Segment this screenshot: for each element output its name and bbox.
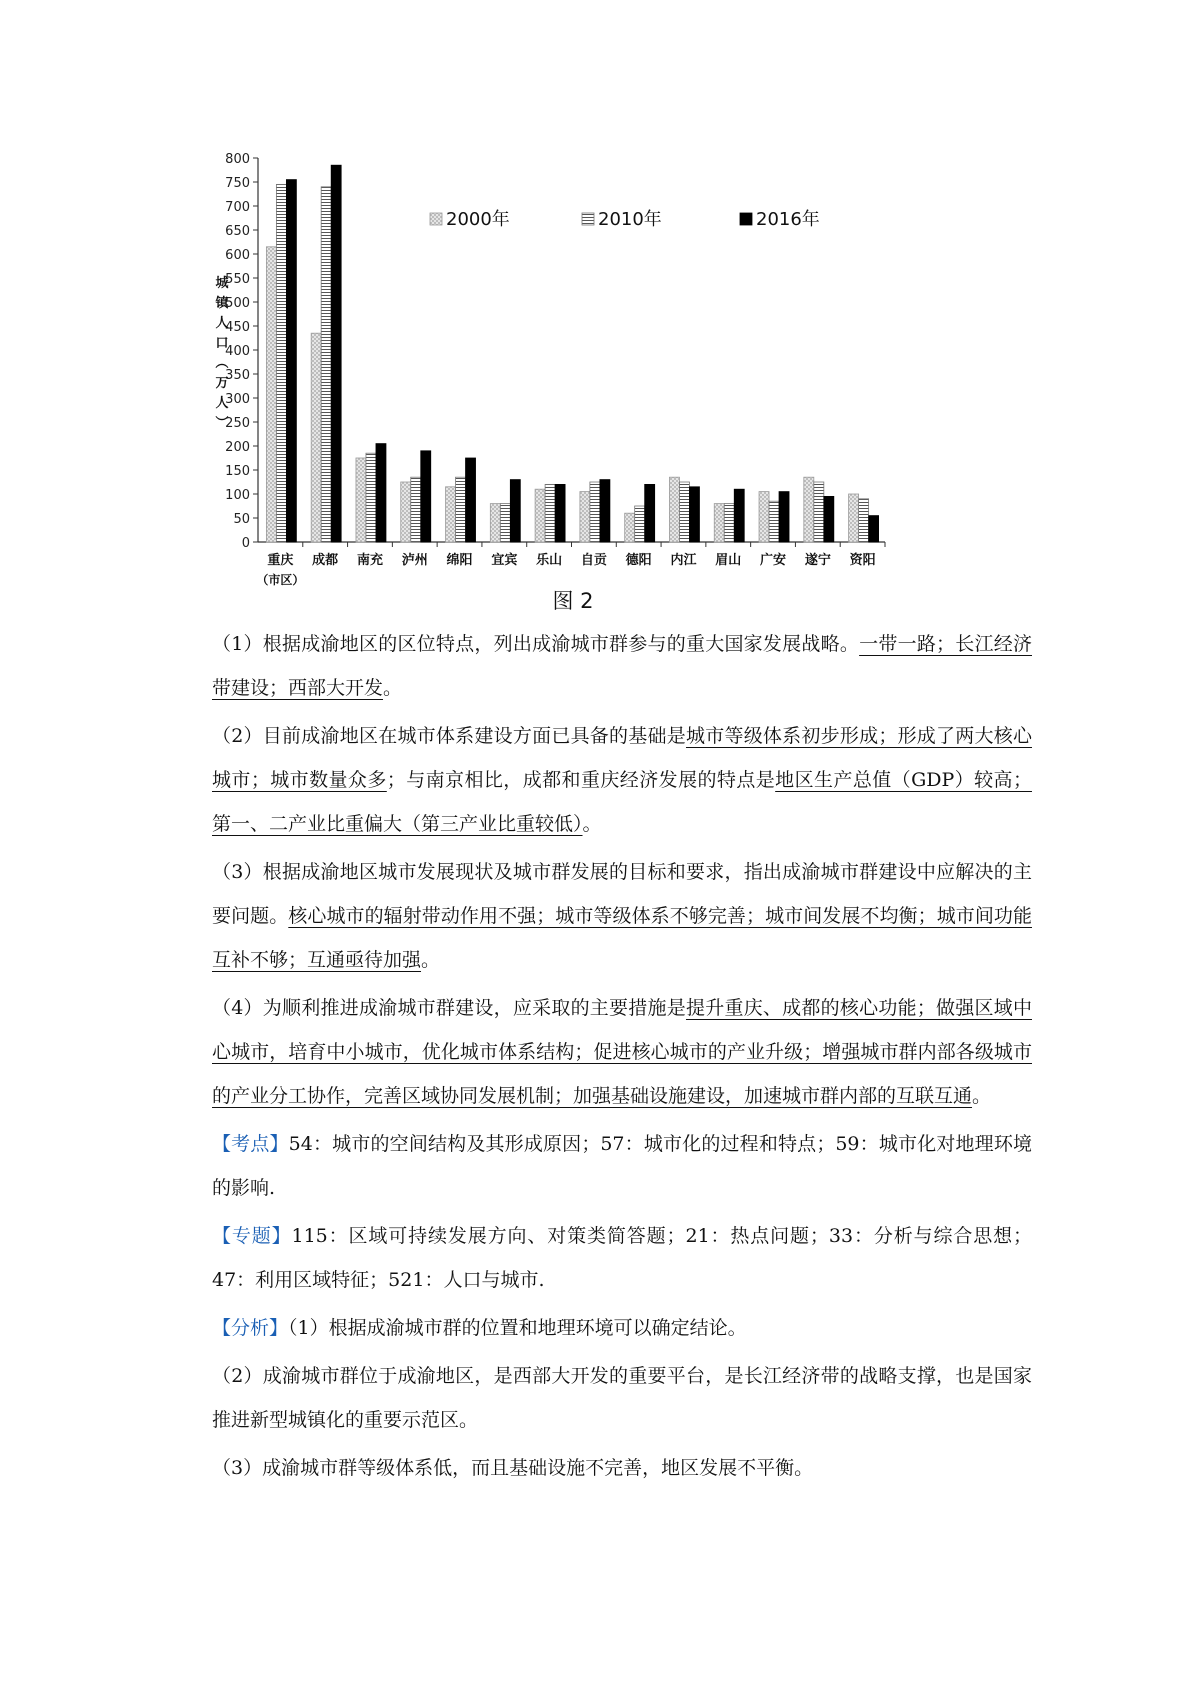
x-tick-label: 遂宁 [804,553,831,568]
bar-2010年-乐山 [545,484,555,542]
x-tick-label: 眉山 [715,553,742,568]
bar-2010年-广安 [769,501,779,542]
bar-2000年-成都 [311,333,321,542]
legend-swatch-2016年 [740,213,752,225]
population-bar-chart [0,0,1200,620]
y-tick-label: 550 [225,272,250,287]
y-tick-label: 750 [225,176,250,191]
legend-label-2016年: 2016年 [756,209,820,230]
legend-swatch-2010年 [582,213,594,225]
fenxi-2: （2）成渝城市群位于成渝地区，是西部大开发的重要平台，是长江经济带的战略支撑，也是国家推进新型城镇化的重要示范区。 [212,1365,1032,1431]
bar-2010年-自贡 [590,482,600,542]
y-label-char: 城 [215,276,229,291]
bar-2000年-宜宾 [490,504,500,542]
y-tick-label: 500 [225,296,250,311]
bar-2016年-遂宁 [824,496,834,542]
y-tick-label: 50 [233,512,250,527]
bar-2010年-资阳 [859,499,869,542]
bar-2016年-泸州 [421,451,431,542]
legend-swatch-2000年 [430,213,442,225]
bar-2016年-资阳 [869,516,879,542]
fenxi: 【分析】（1）根据成渝城市群的位置和地理环境可以确定结论。 [212,1317,747,1339]
x-tick-label: 内江 [670,553,697,568]
zhuanti-label: 【专题】 [212,1225,292,1247]
y-tick-label: 100 [225,488,250,503]
x-tick-label: 泸州 [401,553,428,568]
fenxi-label: 【分析】 [212,1317,289,1339]
legend-label-2010年: 2010年 [598,209,662,230]
x-tick-label: 成都 [312,553,339,568]
y-label-char: 人 [215,396,229,411]
bar-2016年-德阳 [645,484,655,542]
answer-1: 一带一路；长江经济带建设；西部大开发 [212,633,1032,699]
y-tick-label: 350 [225,368,250,383]
bar-2016年-内江 [689,487,699,542]
y-tick-label: 700 [225,200,250,215]
legend [430,208,820,230]
answer-2a: 城市等级体系初步形成；形成了两大核心城市；城市数量众多 [212,725,1032,791]
figure-caption: 图 2 [552,589,594,613]
bar-2010年-眉山 [724,504,734,542]
legend-label-2000年: 2000年 [446,209,510,230]
y-tick-label: 0 [241,536,250,551]
x-tick-label: 德阳 [625,553,652,568]
bar-2000年-资阳 [849,494,859,542]
bar-2016年-绵阳 [466,458,476,542]
bar-2000年-重庆 [266,247,276,542]
y-tick-label: 250 [225,416,250,431]
bar-2010年-泸州 [411,477,421,542]
question-3: （3）根据成渝地区城市发展现状及城市群发展的目标和要求，指出成渝城市群建设中应解决的主要问题。核心城市的辐射带动作用不强；城市等级体系不够完善；城市间发展不均衡；城市间功能互补不够；互通亟待加强。 [212,861,1032,971]
bar-2000年-遂宁 [804,477,814,542]
x-axis [256,542,885,587]
bar-2010年-遂宁 [814,482,824,542]
y-label-char: 口 [215,336,229,351]
y-tick-label: 800 [225,152,250,167]
y-tick-label: 600 [225,248,250,263]
x-tick-label: 南充 [356,553,383,568]
bar-2000年-眉山 [714,504,724,542]
bar-2016年-宜宾 [510,480,520,542]
zhuanti: 【专题】115：区域可持续发展方向、对策类简答题；21：热点问题；33：分析与综合思想；47：利用区域特征；521：人口与城市. [212,1225,1032,1291]
x-tick-label: 自贡 [580,553,607,568]
bar-2016年-重庆 [286,180,296,542]
bar-2000年-南充 [356,458,366,542]
y-tick-label: 400 [225,344,250,359]
bar-2016年-广安 [779,492,789,542]
bar-2010年-内江 [679,482,689,542]
bar-2010年-绵阳 [456,477,466,542]
y-tick-label: 200 [225,440,250,455]
bar-2010年-德阳 [635,506,645,542]
bar-2010年-成都 [321,187,331,542]
bar-2000年-泸州 [401,482,411,542]
answer-4: 提升重庆、成都的核心功能；做强区域中心城市，培育中小城市，优化城市体系结构；促进核心城市的产业升级；增强城市群内部各级城市的产业分工协作，完善区域协同发展机制；加强基础设施建设，加速城市群内部的互联互通 [212,997,1032,1107]
y-tick-label: 300 [225,392,250,407]
bar-2000年-广安 [759,492,769,542]
y-label-char: 镇 [215,296,229,311]
y-tick-label: 150 [225,464,250,479]
y-axis [225,152,258,551]
x-tick-label: 绵阳 [446,553,473,568]
bar-2000年-内江 [669,477,679,542]
kaodian: 【考点】54：城市的空间结构及其形成原因；57：城市化的过程和特点；59：城市化对地理环境的影响. [212,1133,1032,1199]
x-tick-label: 宜宾 [491,553,518,568]
bar-2010年-重庆 [276,184,286,542]
bar-2000年-德阳 [625,513,635,542]
x-tick-label: 乐山 [536,553,563,568]
y-label-char: 人 [215,316,229,331]
bar-2000年-绵阳 [446,487,456,542]
question-1: （1）根据成渝地区的区位特点，列出成渝城市群参与的重大国家发展战略。一带一路；长江经济带建设；西部大开发。 [212,633,1032,699]
answer-2b: 地区生产总值（GDP）较高；第一、二产业比重偏大（第三产业比重较低） [212,769,1032,835]
y-label-char: ） [213,415,228,429]
bar-2016年-眉山 [734,489,744,542]
x-tick-label-sub: （市区） [256,573,305,587]
x-tick-label: 广安 [760,553,787,568]
answer-3: 核心城市的辐射带动作用不强；城市等级体系不够完善；城市间发展不均衡；城市间功能互补不够；互通亟待加强 [212,905,1032,971]
bar-2016年-成都 [331,165,341,542]
y-tick-label: 650 [225,224,250,239]
question-4: （4）为顺利推进成渝城市群建设，应采取的主要措施是提升重庆、成都的核心功能；做强区域中心城市，培育中小城市，优化城市体系结构；促进核心城市的产业升级；增强城市群内部各级城市的产业分工协作，完善区域协同发展机制；加强基础设施建设，加速城市群内部的互联互通。 [212,997,1032,1107]
question-2: （2）目前成渝地区在城市体系建设方面已具备的基础是城市等级体系初步形成；形成了两大核心城市；城市数量众多；与南京相比，成都和重庆经济发展的特点是地区生产总值（GDP）较高；第一、二产业比重偏大（第三产业比重较低）。 [212,725,1032,835]
answer-section [212,622,1032,1494]
bar-2000年-乐山 [535,489,545,542]
kaodian-label: 【考点】 [212,1133,289,1155]
bar-2016年-自贡 [600,480,610,542]
fenxi-3: （3）成渝城市群等级体系低，而且基础设施不完善，地区发展不平衡。 [212,1457,814,1479]
y-label-char: 万 [215,376,229,391]
y-tick-label: 450 [225,320,250,335]
bar-2016年-南充 [376,444,386,542]
x-tick-label: 资阳 [849,553,876,568]
bar-2000年-自贡 [580,492,590,542]
bar-2016年-乐山 [555,484,565,542]
y-label-char: （ [213,355,228,369]
bar-2010年-宜宾 [500,504,510,542]
bar-2010年-南充 [366,453,376,542]
x-tick-label: 重庆 [267,553,294,568]
